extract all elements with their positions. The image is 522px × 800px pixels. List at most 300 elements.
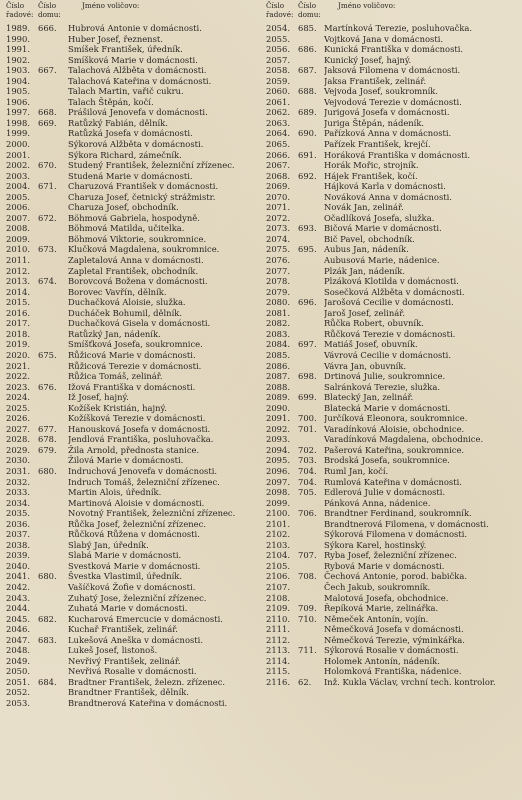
table-row: [266, 445, 518, 456]
voter-order-number: 2008.: [6, 223, 30, 234]
voter-name: Nováková Anna v domácnosti.: [324, 191, 452, 202]
house-number: [38, 192, 68, 203]
voter-order-number: 2076.: [266, 255, 290, 266]
voter-order-number: 2017.: [6, 318, 30, 329]
voter-order-number: 2073.: [266, 223, 290, 234]
table-row: [6, 202, 264, 213]
table-row: [266, 466, 518, 477]
house-number: [38, 202, 68, 213]
voter-name: Lukeš Josef, listonoš.: [68, 645, 158, 656]
table-row: [266, 266, 518, 277]
voter-order-number: 2033.: [6, 487, 30, 498]
house-number: [298, 202, 324, 213]
voter-name: Růčka Josef, železniční zřízenec.: [68, 518, 206, 529]
table-row: [266, 624, 518, 635]
voter-order-number: 2102.: [266, 529, 290, 540]
voter-name: Talachová Kateřina v domácnosti.: [68, 75, 212, 86]
voter-order-number: 2105.: [266, 560, 290, 571]
house-number: [298, 403, 324, 414]
voter-order-number: 2047.: [6, 634, 30, 645]
voter-name: Růžicová Terezie v domácnosti.: [68, 360, 202, 371]
house-number: 678.: [38, 434, 57, 445]
voter-name: Vejvoda Josef, soukromník.: [324, 86, 439, 97]
table-row: [6, 614, 264, 625]
house-number: [38, 361, 68, 372]
voter-name: Aubus Jan, nádeník.: [324, 244, 409, 255]
voter-name: Ducháček Bohumil, dělník.: [68, 307, 182, 318]
voter-order-number: 2111.: [266, 624, 290, 635]
table-row: [266, 128, 518, 139]
house-number: 672.: [38, 212, 57, 223]
voter-name: Blatecká Marie v domácnosti.: [324, 402, 451, 413]
voter-name: Růžicová Marie v domácnosti.: [68, 349, 196, 360]
voter-name: Duchačková Aloisie, služka.: [68, 297, 186, 308]
voter-order-number: 2082.: [266, 318, 290, 329]
table-row: [6, 466, 264, 477]
table-row: [6, 76, 264, 87]
house-number: [38, 266, 68, 277]
table-row: [6, 571, 264, 582]
header-cislo-domu: Číslo domu:: [38, 1, 61, 19]
voter-name: Vávra Jan, obuvník.: [324, 360, 407, 371]
voter-name: Borovcová Božena v domácnosti.: [68, 276, 208, 287]
voter-order-number: 1999.: [6, 128, 30, 139]
voter-order-number: 2001.: [6, 149, 30, 160]
voter-order-number: 2098.: [266, 487, 290, 498]
house-number: 680.: [38, 571, 57, 582]
house-number: 688.: [298, 86, 317, 97]
house-number: 670.: [38, 160, 57, 171]
house-number: 710.: [298, 613, 317, 624]
voter-name: Brandtnerová Filomena, v domácnosti.: [324, 518, 489, 529]
voter-name: Holomková Františka, nádenice.: [324, 666, 462, 677]
voter-name: Novák Jan, zelinář.: [324, 202, 404, 213]
house-number: [38, 55, 68, 66]
table-row: [6, 97, 264, 108]
voter-order-number: 2069.: [266, 181, 290, 192]
voter-name: Ratůzký Jan, nádeník.: [68, 328, 161, 339]
house-number: 669.: [38, 117, 57, 128]
voter-order-number: 2018.: [6, 328, 30, 339]
voter-order-number: 2108.: [266, 592, 290, 603]
voter-order-number: 2026.: [6, 413, 30, 424]
voter-order-number: 2042.: [6, 581, 30, 592]
voter-order-number: 2107.: [266, 581, 290, 592]
table-row: [266, 223, 518, 234]
house-number: 686.: [298, 44, 317, 55]
house-number: [38, 76, 68, 87]
table-row: [6, 150, 264, 161]
voter-name: Pašerová Kateřina, soukromnice.: [324, 444, 465, 455]
voter-name: Žilová Marie v domácnosti.: [68, 455, 184, 466]
table-row: [6, 593, 264, 604]
voter-name: Horák Mořic, strojník.: [324, 160, 419, 171]
voter-order-number: 2087.: [266, 371, 290, 382]
house-number: 704.: [298, 476, 317, 487]
table-row: [266, 287, 518, 298]
house-number: [298, 329, 324, 340]
house-number: [38, 698, 68, 709]
voter-order-number: 2004.: [6, 181, 30, 192]
house-number: 693.: [298, 223, 317, 234]
house-number: [38, 371, 68, 382]
table-row: [6, 287, 264, 298]
house-number: [298, 582, 324, 593]
right-column: [266, 2, 518, 687]
table-row: [6, 455, 264, 466]
voter-order-number: 2063.: [266, 117, 290, 128]
header-jmeno: Jméno voličovo:: [338, 2, 396, 10]
voter-order-number: 1904.: [6, 75, 30, 86]
table-row: [6, 223, 264, 234]
house-number: [38, 86, 68, 97]
voter-name: Salránková Terezie, služka.: [324, 381, 441, 392]
voter-order-number: 2014.: [6, 286, 30, 297]
table-row: [6, 361, 264, 372]
house-number: 684.: [38, 676, 57, 687]
house-number: 667.: [38, 65, 57, 76]
voter-name: Böhmová Gabriela, hospodyně.: [68, 212, 200, 223]
voter-name: Martínková Terezie, posluhovačka.: [324, 23, 473, 33]
voter-order-number: 2064.: [266, 128, 290, 139]
voter-order-number: 2095.: [266, 455, 290, 466]
voter-name: Kožíšková Terezie v domácnosti.: [68, 413, 206, 424]
table-row: [266, 34, 518, 45]
voter-name: Studená Marie v domácnosti.: [68, 170, 193, 181]
voter-order-number: 2096.: [266, 465, 290, 476]
voter-name: Varadínková Aloisie, obchodnice.: [324, 423, 465, 434]
voter-name: Sosečková Alžběta v domácnosti.: [324, 286, 465, 297]
voter-name: Ruml Jan, kočí.: [324, 465, 389, 476]
house-number: [298, 656, 324, 667]
voter-order-number: 1998.: [6, 117, 30, 128]
voter-name: Huber Josef, řeznenst.: [68, 33, 163, 44]
house-number: 708.: [298, 571, 317, 582]
table-row: [6, 508, 264, 519]
table-row: [6, 339, 264, 350]
voter-order-number: 2045.: [6, 613, 30, 624]
voter-order-number: 2075.: [266, 244, 290, 255]
header-jmeno: Jméno voličovo:: [82, 2, 140, 10]
house-number: 682.: [38, 613, 57, 624]
voter-order-number: 2065.: [266, 139, 290, 150]
table-row: [6, 550, 264, 561]
house-number: 680.: [38, 465, 57, 476]
voter-name: Talach Martin, vařič cukru.: [68, 86, 184, 97]
voter-order-number: 2003.: [6, 170, 30, 181]
table-row: [6, 687, 264, 698]
house-number: 689.: [298, 107, 317, 118]
voter-order-number: 2110.: [266, 613, 290, 624]
voter-name: Sýkorová Rosalie v domácnosti.: [324, 645, 459, 656]
voter-order-number: 2115.: [266, 666, 290, 677]
house-number: [298, 382, 324, 393]
house-number: [38, 540, 68, 551]
house-number: [38, 97, 68, 108]
voter-order-number: 2038.: [6, 539, 30, 550]
table-row: [6, 266, 264, 277]
left-column: [6, 2, 264, 709]
voter-order-number: 2071.: [266, 202, 290, 213]
header-cislo-fadove: Číslo řadové:: [6, 1, 34, 19]
house-number: [298, 213, 324, 224]
table-row: [266, 582, 518, 593]
table-row: [266, 160, 518, 171]
voter-order-number: 2002.: [6, 160, 30, 171]
house-number: [38, 498, 68, 509]
table-row: [6, 244, 264, 255]
voter-name: Matiáš Josef, obuvník.: [324, 339, 418, 350]
voter-name: Růčková Terezie v domácnosti.: [324, 328, 456, 339]
house-number: [298, 276, 324, 287]
house-number: [38, 487, 68, 498]
voter-name: Sýkorová Alžběta v domácnosti.: [68, 139, 204, 150]
table-row: [6, 645, 264, 656]
voter-name: Brandtnerová Kateřina v domácnosti.: [68, 698, 228, 708]
voter-name: Ratůzká Josefa v domácnosti.: [68, 128, 193, 139]
voter-order-number: 2056.: [266, 44, 290, 55]
house-number: [38, 339, 68, 350]
voter-name: Drtinová Julie, soukromnice.: [324, 371, 446, 382]
house-number: [298, 76, 324, 87]
table-row: [266, 656, 518, 667]
table-row: [6, 403, 264, 414]
right-column-header: [266, 2, 518, 23]
voter-order-number: 2023.: [6, 381, 30, 392]
voter-order-number: 2085.: [266, 349, 290, 360]
table-row: [266, 139, 518, 150]
house-number: 699.: [298, 392, 317, 403]
table-row: [266, 434, 518, 445]
voter-name: Němečková Josefa v domácnosti.: [324, 624, 464, 635]
voter-name: Holomek Antonín, nádeník.: [324, 655, 440, 666]
table-row: [266, 202, 518, 213]
voter-name: Duchačková Gisela v domácnosti.: [68, 318, 211, 329]
table-row: [6, 498, 264, 509]
table-row: [266, 192, 518, 203]
table-row: [6, 276, 264, 287]
voter-order-number: 2068.: [266, 170, 290, 181]
voter-order-number: 2057.: [266, 54, 290, 65]
voter-order-number: 2067.: [266, 160, 290, 171]
voter-order-number: 2051.: [6, 676, 30, 687]
voter-name: Zapletal František, obchodník.: [68, 265, 199, 276]
voter-name: Sýkorová Filomena v domácnosti.: [324, 529, 468, 540]
voter-order-number: 2091.: [266, 413, 290, 424]
voter-order-number: 2005.: [6, 191, 30, 202]
voter-order-number: 1990.: [6, 33, 30, 44]
house-number: [298, 34, 324, 45]
house-number: 675.: [38, 349, 57, 360]
voter-order-number: 2039.: [6, 550, 30, 561]
table-row: [6, 234, 264, 245]
voter-order-number: 2086.: [266, 360, 290, 371]
table-row: [6, 677, 264, 688]
voter-name: Němeček Antonín, vojín.: [324, 613, 429, 624]
voter-order-number: 2029.: [6, 444, 30, 455]
voter-name: Kožíšek Kristián, hajný.: [68, 402, 167, 413]
table-row: [266, 477, 518, 488]
voter-order-number: 2034.: [6, 497, 30, 508]
table-row: [266, 329, 518, 340]
voter-order-number: 2011.: [6, 255, 30, 266]
table-row: [6, 624, 264, 635]
voter-order-number: 2077.: [266, 265, 290, 276]
house-number: [298, 118, 324, 129]
table-row: [266, 571, 518, 582]
house-number: 702.: [298, 444, 317, 455]
voter-order-number: 2022.: [6, 371, 30, 382]
table-row: [266, 603, 518, 614]
table-row: [266, 382, 518, 393]
house-number: [298, 255, 324, 266]
table-row: [266, 213, 518, 224]
table-row: [6, 55, 264, 66]
voter-order-number: 1997.: [6, 107, 30, 118]
table-row: [6, 698, 264, 709]
house-number: [298, 434, 324, 445]
voter-order-number: 2015.: [6, 297, 30, 308]
table-row: [266, 413, 518, 424]
voter-order-number: 2079.: [266, 286, 290, 297]
voter-name: Slabý Jan, úředník.: [68, 539, 149, 550]
voter-name: Edlerová Julie v domácnosti.: [324, 487, 446, 498]
voter-name: Charuzová František v domácnosti.: [68, 181, 219, 192]
table-row: [6, 350, 264, 361]
voter-name: Brandtner Ferdinand, soukromník.: [324, 508, 472, 519]
house-number: [298, 160, 324, 171]
table-row: [266, 297, 518, 308]
table-row: [266, 540, 518, 551]
voter-order-number: 1903.: [6, 65, 30, 76]
house-number: [38, 318, 68, 329]
house-number: [298, 287, 324, 298]
table-row: [266, 107, 518, 118]
voter-order-number: 2092.: [266, 423, 290, 434]
voter-order-number: 1989.: [6, 23, 30, 33]
voter-name: Němečková Terezie, výminkářka.: [324, 634, 465, 645]
voter-name: Charuza Josef, četnický strážmistr.: [68, 191, 216, 202]
voter-order-number: 2093.: [266, 434, 290, 445]
voter-order-number: 2112.: [266, 634, 290, 645]
voter-order-number: 2078.: [266, 276, 290, 287]
voter-name: Kunický Josef, hajný.: [324, 54, 412, 65]
voter-order-number: 2101.: [266, 518, 290, 529]
voter-name: Pánková Anna, nádenice.: [324, 497, 431, 508]
house-number: 691.: [298, 149, 317, 160]
voter-name: Brandtner František, dělník.: [68, 687, 189, 698]
voter-name: Blatecký Jan, zelinář.: [324, 392, 414, 403]
table-row: [6, 329, 264, 340]
house-number: 709.: [298, 603, 317, 614]
table-row: [6, 487, 264, 498]
left-column-header: [6, 2, 264, 23]
house-number: [38, 529, 68, 540]
voter-order-number: 2113.: [266, 645, 290, 656]
voter-name: Smíšková Marie v domácnosti.: [68, 54, 198, 65]
table-row: [6, 413, 264, 424]
house-number: [38, 687, 68, 698]
house-number: [38, 44, 68, 55]
voter-order-number: 2016.: [6, 307, 30, 318]
table-row: [6, 445, 264, 456]
voter-name: Talachová Alžběta v domácnosti.: [68, 65, 207, 76]
voter-order-number: 1906.: [6, 96, 30, 107]
house-number: [38, 297, 68, 308]
voter-order-number: 2041.: [6, 571, 30, 582]
voter-name: Zuhatá Marie v domácnosti.: [68, 603, 188, 614]
voter-order-number: 2035.: [6, 508, 30, 519]
table-row: [266, 614, 518, 625]
voter-order-number: 2013.: [6, 276, 30, 287]
voter-name: Prášilová Jenovefa v domácnosti.: [68, 107, 208, 118]
house-number: 705.: [298, 487, 317, 498]
table-row: [6, 44, 264, 55]
house-number: 692.: [298, 170, 317, 181]
voter-order-number: 2080.: [266, 297, 290, 308]
voter-name: Brodská Josefa, soukromnice.: [324, 455, 450, 466]
voter-name: Jaksová Filomena v domácnosti.: [324, 65, 461, 76]
table-row: [266, 318, 518, 329]
table-row: [6, 603, 264, 614]
voter-name: Ratůzký Fabián, dělník.: [68, 117, 168, 128]
voter-name: Jurigová Josefa v domácnosti.: [324, 107, 450, 118]
voter-order-number: 2025.: [6, 402, 30, 413]
table-row: [266, 23, 518, 34]
voter-name: Bičová Marie v domácnosti.: [324, 223, 442, 234]
voter-name: Růčková Růžena v domácnosti.: [68, 529, 200, 540]
table-row: [266, 76, 518, 87]
house-number: [298, 318, 324, 329]
voter-name: Vojtková Jana v domácnosti.: [324, 33, 444, 44]
voter-order-number: 2106.: [266, 571, 290, 582]
table-row: [6, 181, 264, 192]
voter-order-number: 2058.: [266, 65, 290, 76]
house-number: 698.: [298, 371, 317, 382]
voter-name: Böhmová Matilda, učitelka.: [68, 223, 185, 234]
voter-name: Řepíková Marie, zelinářka.: [324, 603, 439, 614]
voter-name: Hubrová Antonie v domácnosti.: [68, 23, 202, 33]
voter-name: Švestka Vlastimil, úředník.: [68, 571, 183, 582]
house-number: [38, 582, 68, 593]
house-number: [38, 255, 68, 266]
table-row: [6, 86, 264, 97]
house-number: [298, 55, 324, 66]
house-number: [38, 329, 68, 340]
house-number: [38, 645, 68, 656]
voter-order-number: 2083.: [266, 328, 290, 339]
house-number: 690.: [298, 128, 317, 139]
table-row: [266, 339, 518, 350]
voter-name: Zuhatý Jose, železniční zřízenec.: [68, 592, 207, 603]
house-number: [298, 635, 324, 646]
table-row: [6, 139, 264, 150]
voter-order-number: 2089.: [266, 392, 290, 403]
house-number: [298, 498, 324, 509]
voter-name: Čechová Antonie, porod. babička.: [324, 571, 468, 582]
house-number: [38, 128, 68, 139]
table-row: [266, 424, 518, 435]
house-number: [38, 403, 68, 414]
voter-name: Smíšek František, úředník.: [68, 44, 183, 55]
voter-order-number: 2049.: [6, 655, 30, 666]
table-row: [6, 540, 264, 551]
house-number: [38, 519, 68, 530]
table-row: [266, 276, 518, 287]
voter-order-number: 2099.: [266, 497, 290, 508]
house-number: [38, 508, 68, 519]
table-row: [266, 244, 518, 255]
